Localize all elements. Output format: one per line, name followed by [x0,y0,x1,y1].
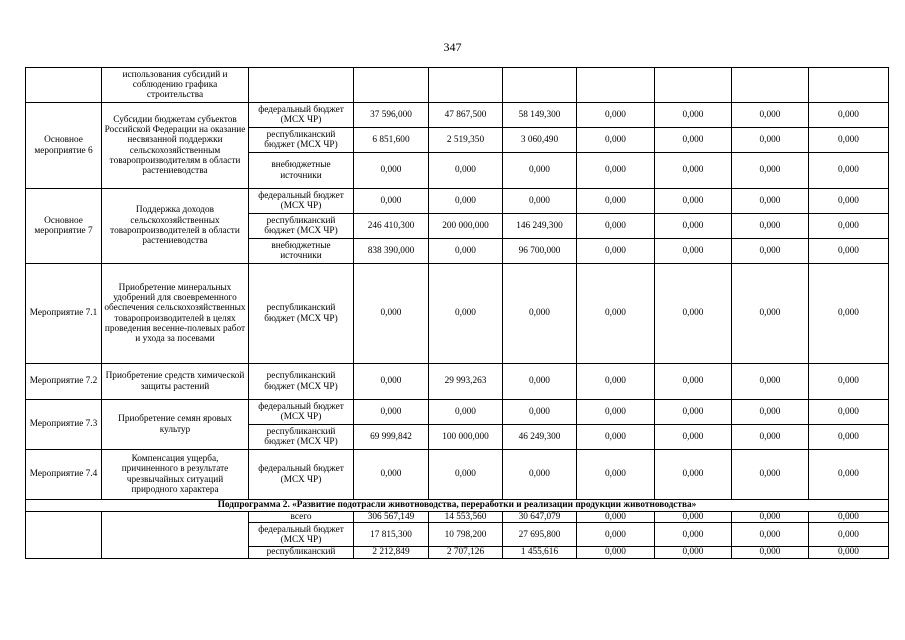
cell-value [354,68,429,103]
cell-value: 2 707,126 [429,547,503,558]
cell-value: 200 000,000 [429,214,503,239]
cell-name: Мероприятие 7.2 [26,364,102,400]
cell-value: 246 410,300 [354,214,429,239]
cell-value: 17 815,300 [354,523,429,547]
cell-value: 146 249,300 [503,214,577,239]
cell-value: 0,000 [354,153,429,189]
cell-value: 2 519,350 [429,128,503,153]
cell-value: 0,000 [809,239,889,264]
cell-source: федеральный бюджет (МСХ ЧР) [249,400,354,425]
cell-source: федеральный бюджет (МСХ ЧР) [249,450,354,500]
cell-value: 0,000 [354,264,429,364]
cell-value: 0,000 [809,400,889,425]
cell-name [26,512,102,559]
cell-value: 0,000 [655,512,732,523]
cell-value: 47 867,500 [429,103,503,128]
cell-value: 0,000 [429,264,503,364]
cell-source: федеральный бюджет (МСХ ЧР) [249,523,354,547]
cell-value: 838 390,000 [354,239,429,264]
cell-value: 29 993,263 [429,364,503,400]
cell-value: 0,000 [655,400,732,425]
cell-value: 46 249,300 [503,425,577,450]
cell-source: федеральный бюджет (МСХ ЧР) [249,103,354,128]
table-row [26,450,889,500]
cell-value: 0,000 [655,364,732,400]
table-row [26,264,889,364]
cell-value: 30 647,079 [503,512,577,523]
cell-source: республиканский бюджет (МСХ ЧР) [249,214,354,239]
cell-value: 0,000 [809,425,889,450]
cell-source: всего [249,512,354,523]
cell-description: Компенсация ущерба, причиненного в результате чрезвычайных ситуаций природного характера [102,450,249,500]
cell-value: 0,000 [809,512,889,523]
cell-value: 0,000 [354,450,429,500]
cell-value: 0,000 [732,264,809,364]
cell-value: 0,000 [577,214,655,239]
cell-value: 0,000 [354,400,429,425]
cell-value [732,68,809,103]
cell-description: Поддержка доходов сельскохозяйственных товаропроизводителей в области растениеводства [102,189,249,264]
cell-value: 0,000 [655,425,732,450]
cell-source: федеральный бюджет (МСХ ЧР) [249,189,354,214]
cell-description: использования субсидий и соблюдению графика строительства [102,68,249,103]
cell-value: 0,000 [809,523,889,547]
cell-value: 0,000 [809,264,889,364]
cell-value: 0,000 [655,214,732,239]
cell-value [503,68,577,103]
cell-value [577,68,655,103]
cell-value: 0,000 [809,189,889,214]
cell-value [429,68,503,103]
cell-value: 58 149,300 [503,103,577,128]
cell-value: 0,000 [732,364,809,400]
cell-value: 0,000 [429,189,503,214]
cell-value: 0,000 [809,450,889,500]
cell-source: внебюджетные источники [249,153,354,189]
cell-source: республиканский бюджет (МСХ ЧР) [249,364,354,400]
cell-value: 0,000 [577,264,655,364]
cell-value: 0,000 [577,364,655,400]
cell-value: 0,000 [503,189,577,214]
section-header: Подпрограмма 2. «Развитие подотрасли животноводства, переработки и реализации продукции животноводства» [26,500,889,512]
cell-value: 0,000 [732,189,809,214]
cell-value: 0,000 [577,425,655,450]
cell-value [809,68,889,103]
cell-value [655,68,732,103]
table-row [26,364,889,400]
cell-description: Приобретение средств химической защиты растений [102,364,249,400]
cell-value: 0,000 [577,523,655,547]
cell-value: 0,000 [655,264,732,364]
cell-value: 0,000 [577,400,655,425]
cell-value: 0,000 [655,153,732,189]
cell-value: 69 999,842 [354,425,429,450]
cell-value: 306 567,149 [354,512,429,523]
cell-value: 0,000 [809,128,889,153]
cell-value: 0,000 [655,103,732,128]
cell-value: 0,000 [429,450,503,500]
cell-value: 6 851,600 [354,128,429,153]
cell-value: 0,000 [503,264,577,364]
cell-value: 0,000 [354,364,429,400]
table-row [26,103,889,128]
cell-value: 0,000 [655,128,732,153]
cell-name [26,68,102,103]
cell-value: 0,000 [429,153,503,189]
cell-name: Мероприятие 7.3 [26,400,102,450]
cell-source: республиканский [249,547,354,558]
cell-value: 10 798,200 [429,523,503,547]
cell-name: Мероприятие 7.4 [26,450,102,500]
cell-value: 0,000 [732,128,809,153]
cell-description [102,512,249,559]
cell-value: 0,000 [503,364,577,400]
cell-name: Мероприятие 7.1 [26,264,102,364]
cell-value: 0,000 [577,189,655,214]
cell-value: 3 060,490 [503,128,577,153]
cell-description: Приобретение семян яровых культур [102,400,249,450]
cell-value: 0,000 [732,523,809,547]
cell-description: Приобретение минеральных удобрений для своевременного обеспечения сельскохозяйственных товаропроизводителей в целях проведения весенне-полевых работ и ухода за посевами [102,264,249,364]
table-row [26,189,889,214]
cell-value: 37 596,000 [354,103,429,128]
cell-value: 0,000 [577,153,655,189]
page-number: 347 [443,40,462,54]
cell-source: республиканский бюджет (МСХ ЧР) [249,128,354,153]
cell-value: 0,000 [809,214,889,239]
cell-value: 0,000 [429,239,503,264]
cell-value: 0,000 [732,450,809,500]
cell-value: 0,000 [655,523,732,547]
cell-value: 0,000 [732,512,809,523]
table-row [26,68,889,103]
cell-value: 0,000 [809,547,889,558]
cell-description: Субсидии бюджетам субъектов Российской Федерации на оказание несвязанной поддержки сельскохозяйственным товаропроизводителям в области растениеводства [102,103,249,189]
cell-value: 0,000 [577,239,655,264]
cell-value: 0,000 [732,239,809,264]
cell-value: 0,000 [577,128,655,153]
cell-value: 0,000 [577,547,655,558]
table-row [26,400,889,425]
cell-value: 1 455,616 [503,547,577,558]
cell-value: 0,000 [655,239,732,264]
cell-value: 0,000 [732,103,809,128]
cell-source: внебюджетные источники [249,239,354,264]
cell-value: 0,000 [809,364,889,400]
cell-value: 0,000 [503,400,577,425]
cell-value: 0,000 [655,450,732,500]
cell-name: Основное мероприятие 6 [26,103,102,189]
cell-value: 0,000 [577,512,655,523]
cell-value: 0,000 [655,547,732,558]
cell-value: 2 212,849 [354,547,429,558]
cell-value: 0,000 [809,103,889,128]
cell-value: 0,000 [577,450,655,500]
cell-value: 0,000 [732,400,809,425]
cell-value: 0,000 [503,153,577,189]
cell-value: 0,000 [503,450,577,500]
cell-value: 0,000 [655,189,732,214]
cell-value: 96 700,000 [503,239,577,264]
cell-value: 0,000 [732,153,809,189]
cell-value: 0,000 [732,214,809,239]
cell-source: республиканский бюджет (МСХ ЧР) [249,425,354,450]
table-row [26,512,889,523]
cell-name: Основное мероприятие 7 [26,189,102,264]
table-row [26,500,889,512]
cell-value: 0,000 [732,425,809,450]
budget-table [25,67,889,559]
cell-value: 0,000 [354,189,429,214]
cell-value: 0,000 [732,547,809,558]
cell-value: 27 695,800 [503,523,577,547]
cell-value: 14 553,560 [429,512,503,523]
cell-value: 0,000 [809,153,889,189]
cell-value: 0,000 [577,103,655,128]
cell-value: 100 000,000 [429,425,503,450]
cell-source [249,68,354,103]
cell-source: республиканский бюджет (МСХ ЧР) [249,264,354,364]
cell-value: 0,000 [429,400,503,425]
